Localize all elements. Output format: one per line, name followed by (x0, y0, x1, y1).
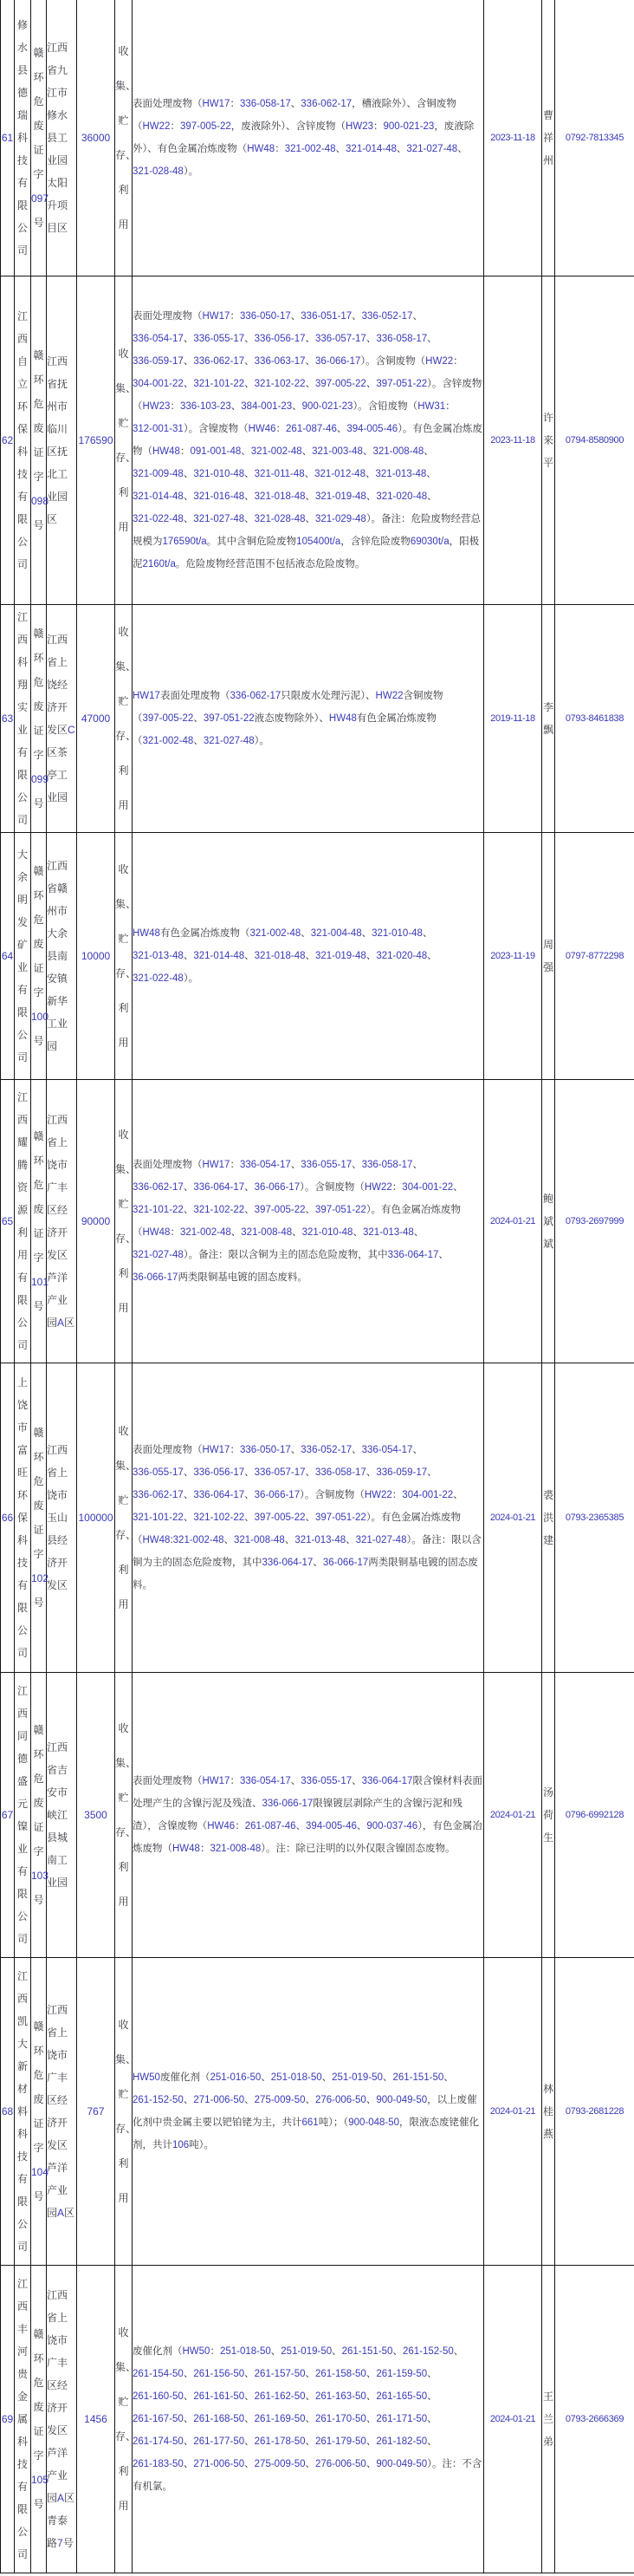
approved-capacity: 36000 (77, 0, 115, 276)
license-number: 赣环危废证字102号 (31, 1363, 47, 1672)
company-name: 修水县德瑞科技有限公司 (15, 0, 31, 276)
row-number: 64 (1, 832, 15, 1079)
contact-phone: 0796-6992128 (555, 1672, 634, 1957)
company-address: 江西省上饶经济开发区C区茶亭工业园 (47, 604, 77, 832)
licensed-waste-scope: HW17表面处理废物（336-062-17只限废水处理污泥）、HW22含铜废物（397-005-22、397-051-22液态废物除外）、HW48有色金属冶炼废物（321-002-48、321-027-48）。 (133, 604, 484, 832)
row-number: 67 (1, 1672, 15, 1957)
license-number: 赣环危废证字104号 (31, 1957, 47, 2265)
table-row (1, 1363, 634, 1672)
company-address: 江西省上饶市广丰区经济开发区芦洋产业园A区 (47, 1079, 77, 1363)
licensed-waste-scope: 表面处理废物（HW17：336-054-17、336-055-17、336-064-17限含镍材料表面处理产生的含镍污泥及残渣、336-066-17限镍镀层剥除产生的含镍污泥和残渣），含镍废物（HW46：261-087-46、394-005-46、900-037-46），有色金属冶炼废物（HW48：321-008-48）。注：除已注明的以外仅限含镍固态废物。 (133, 1672, 484, 1957)
table-row (1, 2265, 634, 2573)
contact-person: 王兰弟 (542, 2265, 555, 2573)
approved-capacity: 767 (77, 1957, 115, 2265)
issue-date: 2023-11-18 (484, 0, 542, 276)
licensed-waste-scope: 表面处理废物（HW17：336-054-17、336-055-17、336-058-17、336-062-17、336-064-17、36-066-17）。含铜废物（HW22：304-001-22、321-101-22、321-102-22、397-005-22、397-051-22）。有色金属冶炼废物（HW48：321-002-48、321-008-48、321-010-48、321-013-48、321-027-48）。备注：限以含铜为主的固态危险废物，其中336-064-17、36-066-17两类限铜基电镀的固态废料。 (133, 1079, 484, 1363)
contact-person: 汤荷生 (542, 1672, 555, 1957)
licensed-waste-scope: 表面处理废物（HW17：336-050-17、336-052-17、336-054-17、336-055-17、336-056-17、336-057-17、336-058-17、336-059-17、336-062-17、336-064-17、36-066-17）。含铜废物（HW22：304-001-22、321-101-22、321-102-22、397-005-22、397-051-22）。有色金属冶炼废物（HW48:321-002-48、321-008-48、321-013-48、321-027-48）。备注：限以含铜为主的固态危险废物，其中336-064-17、36-066-17两类限铜基电镀的固态废料。 (133, 1363, 484, 1672)
company-name: 江西自立环保科技有限公司 (15, 276, 31, 604)
licensed-waste-scope: HW50废催化剂（251-016-50、251-018-50、251-019-50、261-151-50、261-152-50、271-006-50、275-009-50、276-006-50、900-049-50，以上废催化剂中贵金属主要以钯铂铑为主，共计661吨）；（900-048-50，限液态废铑催化剂，共计106吨）。 (133, 1957, 484, 2265)
row-number: 69 (1, 2265, 15, 2573)
company-name: 江西凯大新材料科技有限公司 (15, 1957, 31, 2265)
issue-date: 2024-01-21 (484, 1363, 542, 1672)
license-number: 赣环危废证字098号 (31, 276, 47, 604)
company-name: 江西科翔实业有限公司 (15, 604, 31, 832)
company-address: 江西省抚州市临川区抚北工业园区 (47, 276, 77, 604)
row-number: 66 (1, 1363, 15, 1672)
table-row (1, 276, 634, 604)
operation-modes: 收集、贮存、利用 (115, 604, 133, 832)
issue-date: 2019-11-18 (484, 604, 542, 832)
issue-date: 2024-01-21 (484, 1672, 542, 1957)
operation-modes: 收集、贮存、利用 (115, 832, 133, 1079)
operation-modes: 收集、贮存、利用 (115, 1079, 133, 1363)
approved-capacity: 3500 (77, 1672, 115, 1957)
issue-date: 2024-01-21 (484, 2265, 542, 2573)
contact-phone: 0797-8772298 (555, 832, 634, 1079)
row-number: 62 (1, 276, 15, 604)
company-address: 江西省上饶市广丰区经济开发区芦洋产业园A区青泰路7号 (47, 2265, 77, 2573)
row-number: 68 (1, 1957, 15, 2265)
licensed-waste-scope: 表面处理废物（HW17：336-058-17、336-062-17，槽液除外）、含铜废物（HW22：397-005-22，废液除外）、含锌废物（HW23：900-021-23，废液除外）、有色金属冶炼废物（HW48：321-002-48、321-014-48、321-027-48、321-028-48）。 (133, 0, 484, 276)
table-row (1, 1079, 634, 1363)
table-row (1, 832, 634, 1079)
row-number: 61 (1, 0, 15, 276)
company-address: 江西省上饶市玉山县经济开发区 (47, 1363, 77, 1672)
company-name: 大余明发矿业有限公司 (15, 832, 31, 1079)
contact-person: 裘洪建 (542, 1363, 555, 1672)
issue-date: 2024-01-21 (484, 1957, 542, 2265)
approved-capacity: 90000 (77, 1079, 115, 1363)
table-row (1, 1957, 634, 2265)
issue-date: 2023-11-18 (484, 276, 542, 604)
company-address: 江西省九江市修水县工业园太阳升项目区 (47, 0, 77, 276)
company-name: 江西丰河贵金属科技有限公司 (15, 2265, 31, 2573)
approved-capacity: 176590 (77, 276, 115, 604)
license-number: 赣环危废证字097号 (31, 0, 47, 276)
license-number: 赣环危废证字103号 (31, 1672, 47, 1957)
company-address: 江西省吉安市峡江县城南工业园 (47, 1672, 77, 1957)
license-number: 赣环危废证字099号 (31, 604, 47, 832)
company-address: 江西省上饶市广丰区经济开发区芦洋产业园A区 (47, 1957, 77, 2265)
operation-modes: 收集、贮存、利用 (115, 1672, 133, 1957)
row-number: 63 (1, 604, 15, 832)
license-number: 赣环危废证字101号 (31, 1079, 47, 1363)
company-name: 江西同德盛元镍业有限公司 (15, 1672, 31, 1957)
licensed-waste-scope: HW48有色金属冶炼废物（321-002-48、321-004-48、321-010-48、321-013-48、321-014-48、321-018-48、321-019-48、321-020-48、321-022-48）。 (133, 832, 484, 1079)
issue-date: 2024-01-21 (484, 1079, 542, 1363)
approved-capacity: 10000 (77, 832, 115, 1079)
operation-modes: 收集、贮存、利用 (115, 1363, 133, 1672)
contact-person: 曹祥州 (542, 0, 555, 276)
license-number: 赣环危废证字105号 (31, 2265, 47, 2573)
table-row (1, 1672, 634, 1957)
table-row (1, 604, 634, 832)
license-number: 赣环危废证字100号 (31, 832, 47, 1079)
company-name: 江西耀腾资源利用有限公司 (15, 1079, 31, 1363)
contact-person: 许来平 (542, 276, 555, 604)
table-row (1, 0, 634, 276)
licensed-waste-scope: 废催化剂（HW50：251-018-50、251-019-50、261-151-50、261-152-50、261-154-50、261-156-50、261-157-50、261-158-50、261-159-50、261-160-50、261-161-50、261-162-50、261-163-50、261-165-50、261-167-50、261-168-50、261-169-50、261-170-50、261-171-50、261-174-50、261-177-50、261-178-50、261-179-50、261-182-50、261-183-50、271-006-50、275-009-50、276-006-50、900-049-50）。注：不含有机氯。 (133, 2265, 484, 2573)
contact-phone: 0793-2681228 (555, 1957, 634, 2265)
contact-person: 周强 (542, 832, 555, 1079)
contact-person: 李飘 (542, 604, 555, 832)
row-number: 65 (1, 1079, 15, 1363)
contact-phone: 0793-2365385 (555, 1363, 634, 1672)
operation-modes: 收集、贮存、利用 (115, 276, 133, 604)
contact-phone: 0793-8461838 (555, 604, 634, 832)
contact-phone: 0794-8580900 (555, 276, 634, 604)
contact-person: 林桂燕 (542, 1957, 555, 2265)
approved-capacity: 100000 (77, 1363, 115, 1672)
company-address: 江西省赣州市大余县南安镇新华工业园 (47, 832, 77, 1079)
contact-person: 鲍斌斌 (542, 1079, 555, 1363)
operation-modes: 收集、贮存、利用 (115, 2265, 133, 2573)
company-name: 上饶市富旺环保科技有限公司 (15, 1363, 31, 1672)
contact-phone: 0793-2666369 (555, 2265, 634, 2573)
approved-capacity: 1456 (77, 2265, 115, 2573)
issue-date: 2023-11-19 (484, 832, 542, 1079)
approved-capacity: 47000 (77, 604, 115, 832)
contact-phone: 0792-7813345 (555, 0, 634, 276)
contact-phone: 0793-2697999 (555, 1079, 634, 1363)
licensed-waste-scope: 表面处理废物（HW17：336-050-17、336-051-17、336-052-17、336-054-17、336-055-17、336-056-17、336-057-17、336-058-17、336-059-17、336-062-17、336-063-17、36-066-17）。含铜废物（HW22：304-001-22、321-101-22、321-102-22、397-005-22、397-051-22）。含锌废物（HW23：336-103-23、384-001-23、900-021-23）。含铅废物（HW31：312-001-31）。含镍废物（HW46：261-087-46、394-005-46）。有色金属冶炼废物（HW48：091-001-48、321-002-48、321-003-48、321-008-48、321-009-48、321-010-48、321-011-48、321-012-48、321-013-48、321-014-48、321-016-48、321-018-48、321-019-48、321-020-48、321-022-48、321-027-48、321-028-48、321-029-48）。备注：危险废物经营总规模为176590t/a。其中含铜危险废物105400t/a，含锌危险废物69030t/a，阳极泥2160t/a。危险废物经营范围不包括液态危险废物。 (133, 276, 484, 604)
operation-modes: 收集、贮存、利用 (115, 0, 133, 276)
operation-modes: 收集、贮存、利用 (115, 1957, 133, 2265)
